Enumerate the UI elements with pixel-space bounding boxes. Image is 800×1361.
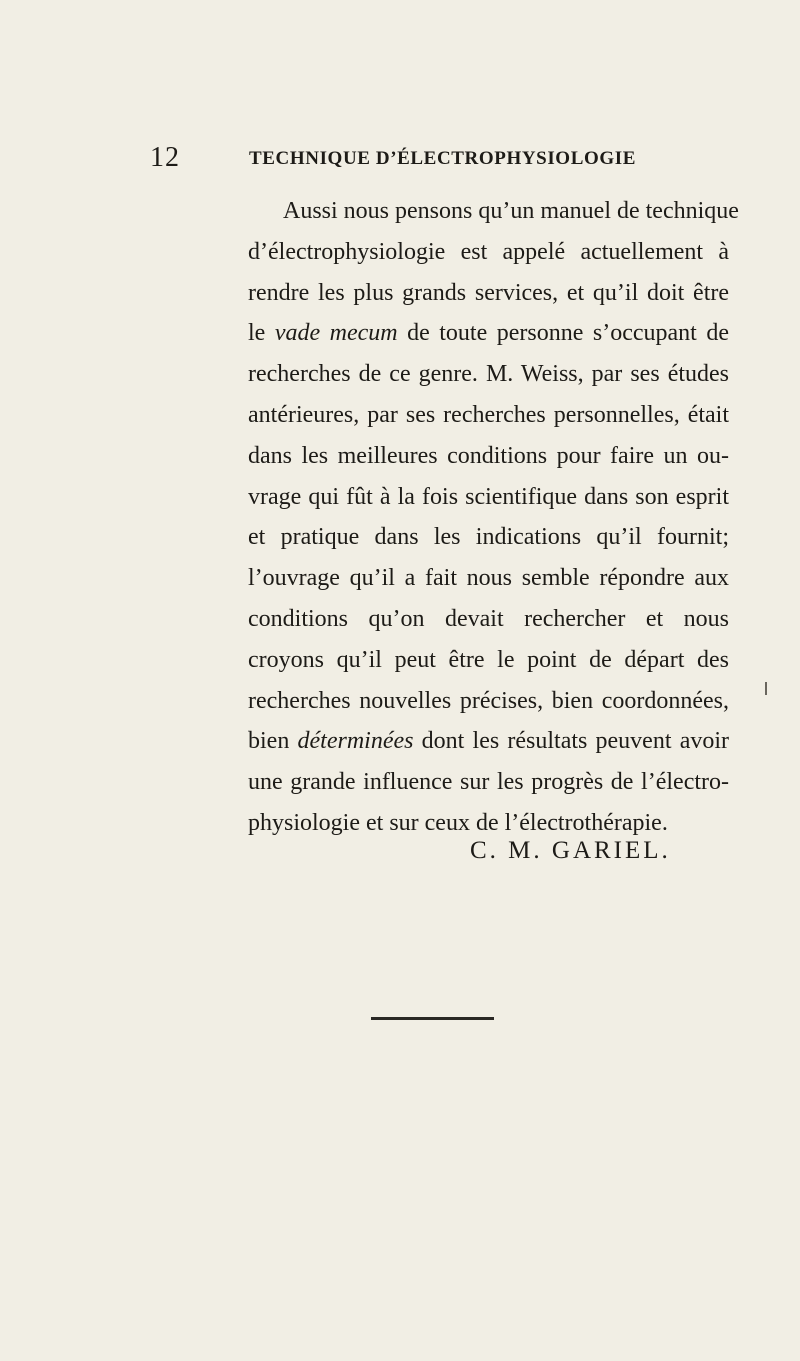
text-line-9: et pratique dans les indications qu’il fournit; xyxy=(248,524,729,551)
line4-prefix: le xyxy=(248,320,266,347)
text-line-16: physiologie et sur ceux de l’électrothérapie. xyxy=(248,809,668,836)
running-title: TECHNIQUE D’ÉLECTROPHYSIOLOGIE xyxy=(249,148,636,169)
text-line-3: rendre les plus grands services, et qu’il doit être xyxy=(248,279,729,306)
text-line-6: antérieures, par ses recherches personnelles, était xyxy=(248,401,729,428)
page-header xyxy=(150,142,770,182)
line14-prefix: bien xyxy=(248,728,290,755)
text-line-12: croyons qu’il peut être le point de départ des xyxy=(248,646,729,673)
text-line-1: Aussi nous pensons qu’un manuel de technique xyxy=(283,198,739,224)
line14-italic: déterminées xyxy=(297,728,414,755)
end-rule xyxy=(371,1017,494,1020)
line14-rest: dont les résultats peuvent avoir xyxy=(421,728,730,755)
text-line-14 xyxy=(248,721,729,762)
text-line-10: l’ouvrage qu’il a fait nous semble répondre aux xyxy=(248,565,729,592)
line4-rest: de toute personne s’occupant de xyxy=(407,320,729,347)
text-line-5: recherches de ce genre. M. Weiss, par ses études xyxy=(248,361,729,388)
page-number: 12 xyxy=(150,142,180,173)
body-paragraph xyxy=(248,191,739,844)
text-line-4 xyxy=(248,313,729,354)
margin-mark xyxy=(765,682,767,695)
text-line-13: recherches nouvelles précises, bien coordonnées, xyxy=(248,687,729,714)
text-line-15: une grande influence sur les progrès de l’électro- xyxy=(248,769,729,796)
signature: C. M. GARIEL. xyxy=(470,837,671,864)
text-line-7: dans les meilleures conditions pour faire un ou- xyxy=(248,442,729,469)
text-line-8: vrage qui fût à la fois scientifique dans son esprit xyxy=(248,483,729,510)
text-line-2: d’électrophysiologie est appelé actuellement à xyxy=(248,238,729,265)
text-line-11: conditions qu’on devait rechercher et nous xyxy=(248,605,729,632)
line4-italic: vade mecum xyxy=(274,320,398,347)
